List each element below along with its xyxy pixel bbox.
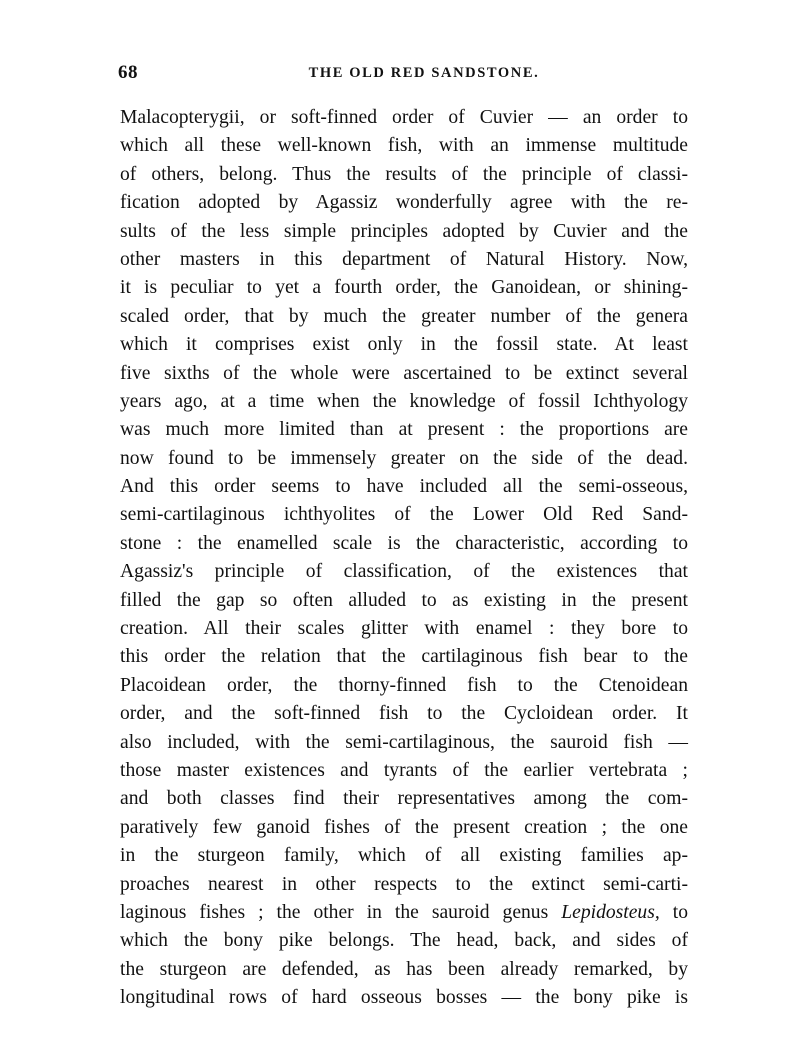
text-line: five sixths of the whole were ascertained to be extinct several — [120, 362, 688, 384]
text-line: Agassiz's principle of classification, of the existences that — [120, 561, 688, 583]
text-line: Malacopterygii, or soft-finned order of Cuvier — an order to — [120, 107, 688, 128]
text-line: in the sturgeon family, which of all existing families ap- — [120, 845, 688, 867]
text-line: longitudinal rows of hard osseous bosses — the bony pike is — [120, 987, 688, 1009]
text-line: and both classes find their representatives among the com- — [120, 788, 688, 810]
running-head — [118, 62, 690, 90]
text-line: was much more limited than at present : the proportions are — [120, 419, 688, 441]
text-line: scaled order, that by much the greater number of the genera — [120, 305, 688, 327]
text-line: proaches nearest in other respects to the extinct semi-carti- — [120, 873, 688, 895]
body-text — [120, 104, 688, 1013]
text-line: sults of the less simple principles adopted by Cuvier and the — [120, 220, 688, 242]
text-line: those master existences and tyrants of the earlier vertebrata ; — [120, 759, 688, 781]
running-title: THE OLD RED SANDSTONE. — [308, 65, 540, 81]
text-segment: laginous fishes ; the other in the sauroid genus — [120, 901, 549, 923]
text-segment: to — [672, 901, 688, 923]
text-line-with-italic — [120, 899, 688, 927]
page-number: 68 — [118, 62, 138, 83]
text-line: paratively few ganoid fishes of the present creation ; the one — [120, 816, 688, 838]
text-line: it is peculiar to yet a fourth order, the Ganoidean, or shining- — [120, 277, 688, 299]
text-line: other masters in this department of Natural History. Now, — [120, 248, 688, 270]
text-line: semi-cartilaginous ichthyolites of the Lower Old Red Sand- — [120, 504, 688, 526]
text-line: creation. All their scales glitter with enamel : they bore to — [120, 618, 688, 640]
text-line: which all these well-known fish, with an immense multitude — [120, 135, 688, 157]
text-line: And this order seems to have included all the semi-osseous, — [120, 476, 688, 498]
text-line: Placoidean order, the thorny-finned fish to the Ctenoidean — [120, 674, 688, 696]
text-line: which the bony pike belongs. The head, back, and sides of — [120, 930, 688, 952]
italic-genus-name: Lepidosteus, — [561, 901, 660, 923]
text-line: this order the relation that the cartilaginous fish bear to the — [120, 646, 688, 668]
text-line: which it comprises exist only in the fossil state. At least — [120, 334, 688, 356]
text-line: years ago, at a time when the knowledge of fossil Ichthyology — [120, 390, 688, 412]
text-line: the sturgeon are defended, as has been already remarked, by — [120, 958, 688, 980]
text-line: stone : the enamelled scale is the characteristic, according to — [120, 532, 688, 554]
text-line: fication adopted by Agassiz wonderfully agree with the re- — [120, 192, 688, 214]
text-line: filled the gap so often alluded to as existing in the present — [120, 589, 688, 611]
text-line: also included, with the semi-cartilaginous, the sauroid fish — — [120, 731, 688, 753]
text-line: now found to be immensely greater on the side of the dead. — [120, 447, 688, 469]
text-line: order, and the soft-finned fish to the Cycloidean order. It — [120, 703, 688, 725]
text-line: of others, belong. Thus the results of the principle of classi- — [120, 163, 688, 185]
